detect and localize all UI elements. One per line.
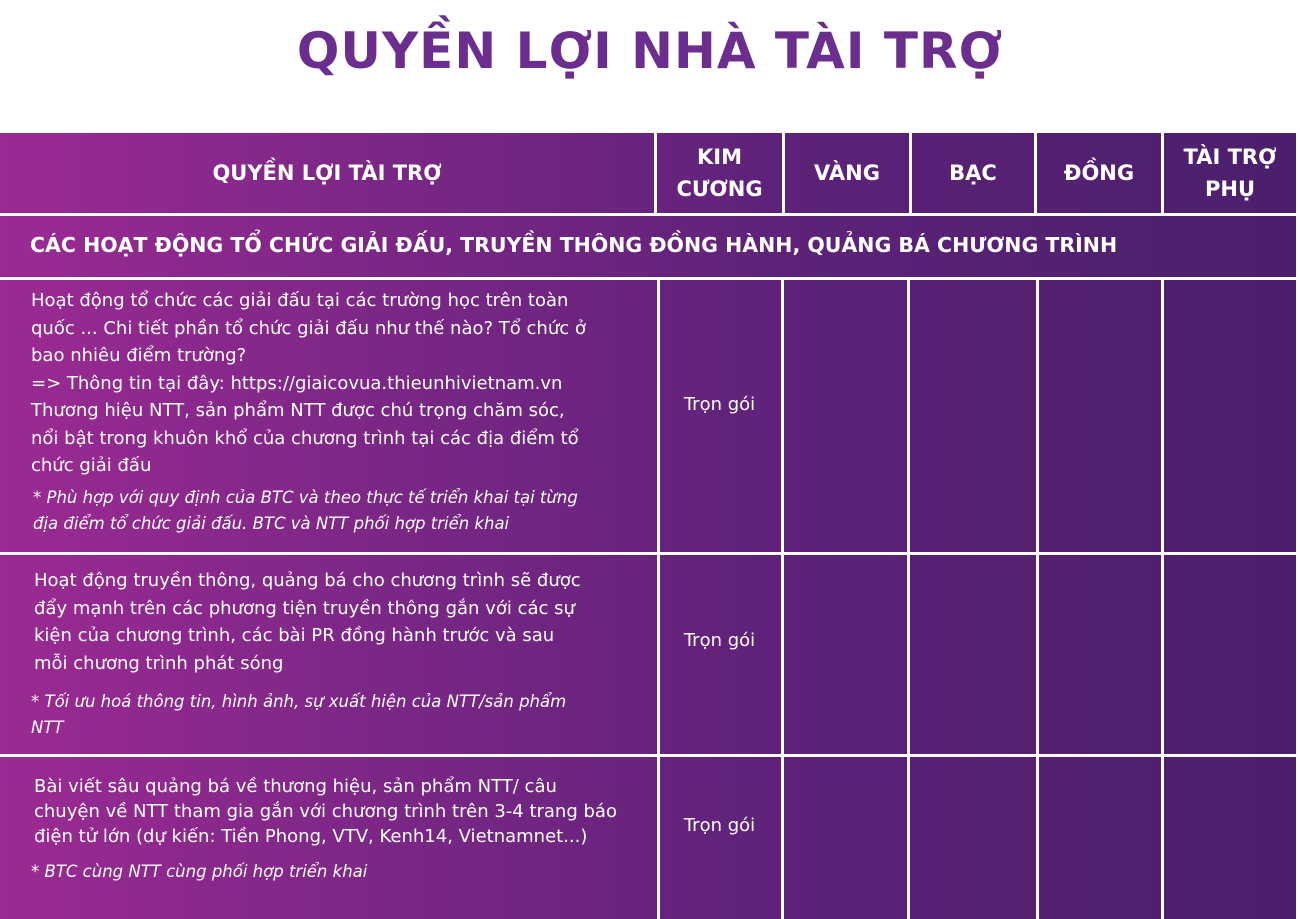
section-title: CÁC HOẠT ĐỘNG TỔ CHỨC GIẢI ĐẤU, TRUYỀN THÔNG ĐỒNG HÀNH, QUẢNG BÁ CHƯƠNG TRÌNH	[30, 233, 1118, 257]
row-3-diamond-value: Trọn gói	[683, 815, 756, 836]
row-1-description: Hoạt động tổ chức các giải đấu tại các trường học trên toàn quốc ... Chi tiết phần tổ chức giải đấu như thế nào? Tổ chức ở bao nhiêu điểm trường? => Thông tin tại đây: https://giaicovua.thieunhivietnam.vn Thương hiệu NTT, sản phẩm NTT được chú trọng chăm sóc, nổi bật trong khuôn khổ của chương trình tại các địa điểm tổ chức giải đấu	[31, 290, 586, 476]
row-2-diamond-value: Trọn gói	[683, 630, 756, 651]
divider	[0, 213, 1296, 216]
divider	[0, 754, 1296, 757]
header-diamond: KIM CƯƠNG	[676, 145, 763, 201]
row-3-description: Bài viết sâu quảng bá về thương hiệu, sản phẩm NTT/ câu chuyện về NTT tham gia gắn với chương trình trên 3-4 trang báo điện tử lớn (dự kiến: Tiền Phong, VTV, Kenh14, Vietnamnet...)	[34, 776, 617, 847]
divider	[1161, 279, 1164, 919]
row-1-note: * Phù hợp với quy định của BTC và theo thực tế triển khai tại từng địa điểm tổ chức giải đấu. BTC và NTT phối hợp triển khai	[33, 488, 578, 533]
divider	[1036, 279, 1039, 919]
header-sub-sponsor: TÀI TRỢ PHỤ	[1183, 145, 1277, 201]
row-2-description: Hoạt động truyền thông, quảng bá cho chương trình sẽ được đẩy mạnh trên các phương tiện truyền thông gắn với các sự kiện của chương trình, các bài PR đồng hành trước và sau mỗi chương trình phát sóng	[34, 570, 581, 674]
header-bronze: ĐỒNG	[1063, 161, 1135, 185]
divider	[0, 277, 1296, 280]
divider	[781, 279, 784, 919]
header-benefit: QUYỀN LỢI TÀI TRỢ	[212, 161, 442, 185]
row-3-note: * BTC cùng NTT cùng phối hợp triển khai	[31, 862, 368, 881]
sponsor-benefits-table	[0, 133, 1296, 919]
page-title: QUYỀN LỢI NHÀ TÀI TRỢ	[296, 22, 1004, 80]
divider	[907, 279, 910, 919]
header-silver: BẠC	[949, 161, 997, 185]
divider	[0, 552, 1296, 555]
header-gold: VÀNG	[814, 161, 880, 185]
row-1-diamond-value: Trọn gói	[683, 394, 756, 415]
row-2-note: * Tối ưu hoá thông tin, hình ảnh, sự xuất hiện của NTT/sản phẩm NTT	[31, 692, 567, 737]
